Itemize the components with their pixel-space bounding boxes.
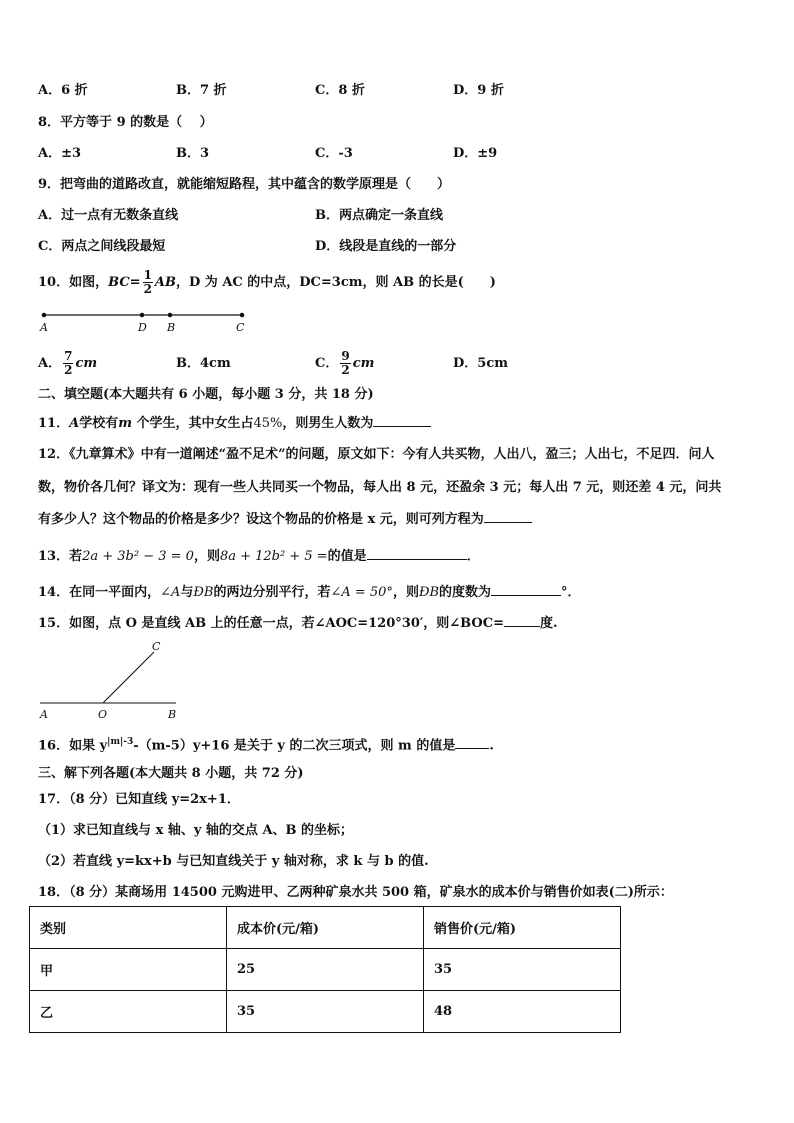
ray-oc (103, 652, 154, 703)
q7-option-a: A．6 折 (38, 83, 88, 98)
q7-option-b: B．7 折 (176, 83, 227, 98)
q12-line-1: 12．《九章算术》中有一道阐述“盈不足术”的问题，原文如下：今有人共买物，人出八，盈三；人出七，不足四．问人 (38, 447, 715, 462)
frac-denominator: 2 (341, 363, 350, 377)
q15-text: 15．如图，点 O 是直线 AB 上的任意一点，若∠AOC=120°30′，则∠BOC= (38, 616, 504, 631)
q9-stem: 9．把弯曲的道路改直，就能缩短路程，其中蕴含的数学原理是（ ） (38, 177, 451, 192)
section-3-heading: 三、解下列各题(本大题共 8 小题，共 72 分) (38, 766, 304, 781)
label-d: D (138, 321, 147, 334)
frac-numerator: 9 (341, 349, 350, 363)
frac-denominator: 2 (143, 282, 152, 296)
table-cell: 乙 (30, 991, 227, 1033)
frac-numerator: 1 (143, 268, 152, 282)
q15-angle-figure (36, 638, 196, 722)
q10-rest: ，D 为 AC 的中点，DC=3cm，则 AB 的长是( ) (176, 275, 496, 290)
table-cell: 48 (424, 991, 621, 1033)
q16-answer-blank (455, 736, 489, 749)
q12-line-2: 数，物价各几何？译文为：现有一些人共同买一个物品，每人出 8 元，还盈余 3 元；每人出 7 元，则还差 4 元，问共 (38, 480, 722, 495)
q16-text: -（m-5）y+16 是关于 y 的二次三项式，则 m 的值是 (133, 738, 456, 754)
q10-bc: BC= (108, 275, 141, 290)
q11-prefix: 11． (38, 416, 70, 431)
q14-text: 的两边分别平行，若 (213, 585, 331, 600)
point-c (240, 313, 245, 318)
q9-option-b: B．两点确定一条直线 (315, 208, 443, 223)
q11-m: m (118, 416, 132, 431)
q16-exponent: |m|-3 (107, 737, 134, 747)
label-c: C (152, 640, 161, 653)
q10-ab: AB (154, 275, 176, 290)
q14 (38, 583, 581, 602)
table-cell: 35 (227, 991, 424, 1033)
q11-answer-blank (373, 414, 431, 427)
q10-option-c (315, 347, 374, 381)
label-c: C (236, 321, 245, 334)
q10-half-fraction (143, 269, 153, 296)
q10-option-d: D．5cm (453, 356, 508, 371)
q18-stem: 18．（8 分）某商场用 14500 元购进甲、乙两种矿泉水共 500 箱，矿泉水的成本价与销售价如表(二)所示： (38, 885, 673, 900)
frac-numerator: 7 (64, 349, 73, 363)
q12-text: 有多少人？这个物品的价格是多少？设这个物品的价格是 x 元，则可列方程为 (38, 512, 484, 527)
unit: cm (75, 356, 98, 371)
q14-given: ∠A = 50° (330, 585, 393, 600)
q16-period: . (489, 738, 494, 754)
table-cell: 甲 (30, 949, 227, 991)
q15-answer-blank (504, 614, 540, 627)
q11-a: A (69, 416, 80, 431)
q14-degree: °． (561, 585, 581, 600)
q14-text2: ，则 (392, 585, 419, 600)
q10-stem (38, 268, 496, 298)
q10-c-fraction (340, 350, 350, 377)
label-b: B (168, 708, 177, 721)
q13-text2: 的值是 (327, 549, 367, 564)
q11-text1: 学校有 (79, 416, 119, 431)
q7-option-d: D．9 折 (453, 83, 504, 98)
q13-prefix: 13．若 (38, 549, 83, 564)
q11 (38, 414, 431, 433)
section-2-heading: 二、填空题(本大题共有 6 小题，每小题 3 分，共 18 分) (38, 387, 374, 402)
q10-option-b: B．4cm (176, 356, 231, 371)
point-b (168, 313, 173, 318)
q13-answer-blank (367, 547, 467, 560)
q16 (38, 733, 494, 755)
q16-prefix: 16．如果 y (38, 738, 108, 754)
q8-option-c: C．-3 (315, 146, 353, 161)
q11-text3: ，则男生人数为 (282, 416, 374, 431)
label-a: A (40, 708, 48, 721)
q8-option-b: B．3 (176, 146, 210, 161)
frac-denominator: 2 (64, 363, 73, 377)
q8-stem: 8．平方等于 9 的数是（ ） (38, 115, 213, 130)
q9-option-a: A．过一点有无数条直线 (38, 208, 179, 223)
table-header-cell: 类别 (30, 907, 227, 949)
q11-text2: 个学生，其中女生占 (131, 416, 254, 431)
q13-text: ，则 (193, 549, 220, 564)
q12-line-3 (38, 510, 532, 529)
table-header-row (30, 907, 621, 949)
q18-price-table (29, 906, 621, 1033)
q14-text3: 的度数为 (439, 585, 492, 600)
q13-expression: 8a + 12b² + 5 = (219, 549, 328, 564)
table-row (30, 991, 621, 1033)
q10-a-fraction (63, 350, 73, 377)
unit: cm (352, 356, 375, 371)
option-prefix: C． (315, 356, 339, 371)
q17-part-1: （1）求已知直线与 x 轴、y 轴的交点 A、B 的坐标； (38, 823, 354, 838)
table-header-cell: 成本价(元/箱) (227, 907, 424, 949)
q8-option-d: D．±9 (453, 146, 498, 161)
q14-and: 与 (180, 585, 194, 600)
option-prefix: A． (38, 356, 62, 371)
q15-unit: 度. (539, 616, 558, 631)
label-a: A (40, 321, 48, 334)
q9-option-d: D．线段是直线的一部分 (315, 239, 457, 254)
q14-angle-a: ∠A (160, 585, 181, 600)
q13-equation: 2a + 3b² − 3 = 0 (82, 549, 194, 564)
q8-option-a: A．±3 (38, 146, 82, 161)
q14-prefix: 14．在同一平面内， (38, 585, 161, 600)
table-cell: 25 (227, 949, 424, 991)
q15 (38, 614, 558, 633)
table-header-cell: 销售价(元/箱) (424, 907, 621, 949)
point-d (140, 313, 145, 318)
q11-percent: 45% (253, 416, 283, 431)
label-o: O (98, 708, 108, 721)
q17-stem: 17．（8 分）已知直线 y=2x+1． (38, 792, 240, 807)
label-b: B (167, 321, 176, 334)
q17-part-2: （2）若直线 y=kx+b 与已知直线关于 y 轴对称，求 k 与 b 的值. (38, 854, 429, 869)
point-a (42, 313, 47, 318)
q7-option-c: C．8 折 (315, 83, 365, 98)
q14-answer-blank (491, 583, 561, 596)
q12-answer-blank (484, 510, 532, 523)
table-cell: 35 (424, 949, 621, 991)
q13: 13．若2a + 3b² − 3 = 0，则8a + 12b² + 5 =的值是 ． (38, 549, 480, 564)
q9-option-c: C．两点之间线段最短 (38, 239, 166, 254)
q14-angle-b: ÐB (193, 585, 214, 600)
q10-prefix: 10．如图， (38, 275, 109, 290)
q10-option-a (38, 347, 97, 381)
table-row (30, 949, 621, 991)
q10-line-figure (36, 308, 256, 336)
q14-angle-b-2: ÐB (418, 585, 439, 600)
